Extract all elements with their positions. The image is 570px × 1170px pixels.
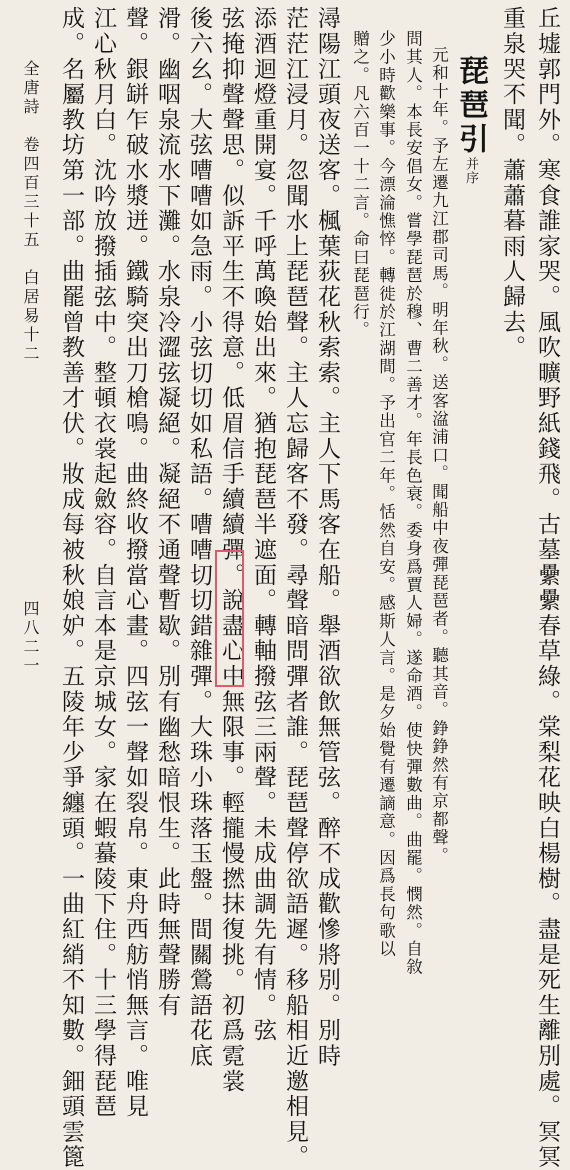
page-number: 四八二一 xyxy=(21,600,40,676)
poem-title-note: 并序 xyxy=(463,157,478,185)
poem-column-1: 潯陽江頭夜送客。楓葉荻花秋索索。主人下馬客在船。舉酒欲飲無管弦。醉不成歡慘將別。別時 xyxy=(314,6,340,1069)
preface-column-1: 元和十年。予左遷九江郡司馬。明年秋。送客湓浦口。聞船中夜彈琵琶者。聽其音。錚錚然有京都聲。 xyxy=(429,46,449,865)
poem-column-6: 滑。幽咽泉流水下灘。水泉冷澀弦凝絕。凝絕不通聲暫歇。別有幽愁暗恨生。此時無聲勝有 xyxy=(154,6,180,1018)
poem-column-9: 成。名屬教坊第一部。曲罷曾教善才伏。妝成每被秋娘妒。五陵年少爭纏頭。一曲紅綃不知數。鈿頭雲篦 xyxy=(58,6,84,1170)
preface-column-3: 少小時歡樂事。今漂淪憔悴。轉徙於江湖間。予出官二年。恬然自安。感斯人言。是夕始覺有遷謫意。因爲長句歌以 xyxy=(376,30,396,959)
poem-column-7: 聲。銀缾乍破水漿迸。鐵騎突出刀槍鳴。曲終收撥當心畫。四弦一聲如裂帛。東舟西舫悄無言。唯見 xyxy=(122,6,148,1120)
poem-column-8: 江心秋月白。沈吟放撥插弦中。整頓衣裳起斂容。自言本是京城女。家在蝦蟇陵下住。十三學得琵琶 xyxy=(90,6,116,1120)
poem-title: 琵琶引 xyxy=(453,55,488,157)
poem-column-4: 弦掩抑聲聲思。似訴平生不得意。低眉信手續續彈。說盡心中無限事。輕攏慢撚抹復挑。初爲霓裳 xyxy=(218,6,244,1094)
poem-column-3: 添酒迴燈重開宴。千呼萬喚始出來。猶抱琵琶半遮面。轉軸撥弦三兩聲。未成曲調先有情。弦 xyxy=(250,6,276,1044)
poem-title-block xyxy=(453,55,488,185)
page-footer-source: 全唐詩 卷四百三十五 白居易十二 xyxy=(21,60,40,364)
text-column-1: 丘墟郭門外。寒食誰家哭。風吹曠野紙錢飛。古墓纍纍春草綠。棠梨花映白楊樹。盡是死生離別處。冥冥 xyxy=(534,6,560,1170)
preface-column-4: 贈之。凡六百一十二言。命曰琵琶行。 xyxy=(350,30,370,340)
poem-column-5: 後六幺。大弦嘈嘈如急雨。小弦切切如私語。嘈嘈切切錯雜彈。大珠小珠落玉盤。間關鶯語花底 xyxy=(186,6,212,1069)
text-column-2: 重泉哭不聞。蕭蕭暮雨人歸去。 xyxy=(499,6,525,361)
preface-column-2: 問其人。本長安倡女。嘗學琵琶於穆、曹二善才。年長色衰。委身爲賈人婦。遂命酒。使快彈數曲。曲罷。憫然。自敘 xyxy=(403,30,423,977)
poem-column-2: 茫茫江浸月。忽聞水上琵琶聲。主人忘歸客不發。尋聲暗問彈者誰。琵琶聲停欲語遲。移船相近邀相見。 xyxy=(282,6,308,1170)
